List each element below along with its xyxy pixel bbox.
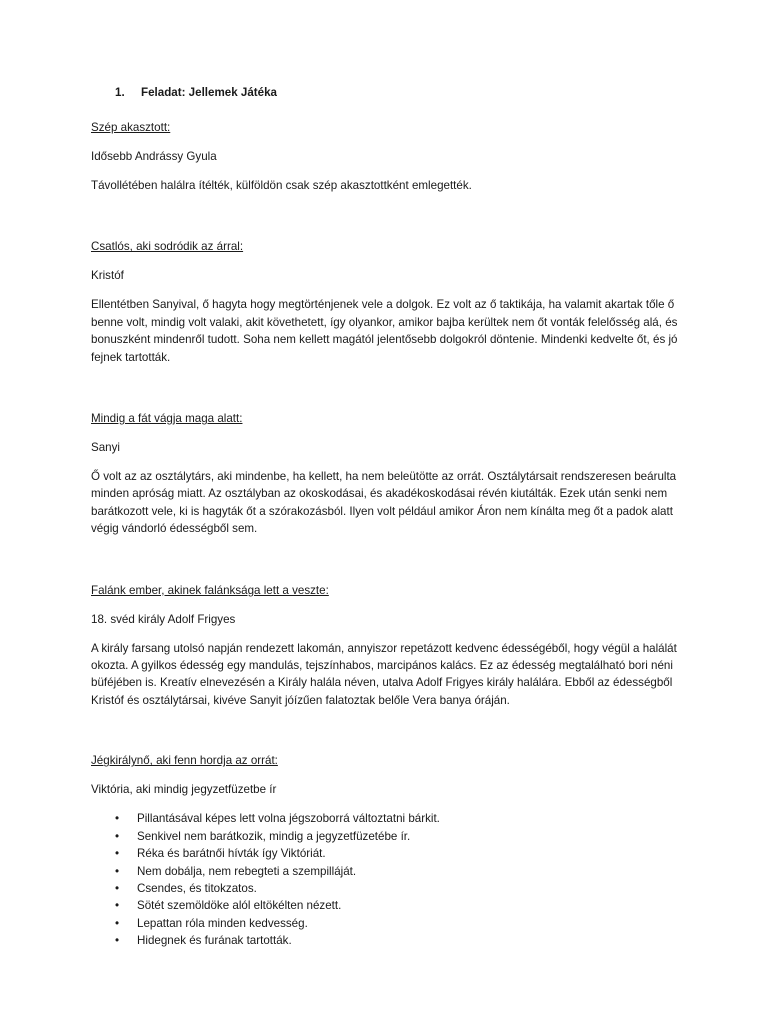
- spacer: [91, 721, 688, 752]
- bullet-list: [91, 810, 688, 949]
- character-name: Viktória, aki mindig jegyzetfüzetbe ír: [91, 783, 277, 797]
- list-item: [91, 915, 688, 932]
- list-item: [91, 880, 688, 897]
- list-item-text: Hidegnek és furának tartották.: [137, 934, 292, 948]
- list-item-text: Pillantásával képes lett volna jégszoborrá változtatni bárkit.: [137, 812, 440, 826]
- section-heading: Mindig a fát vágja maga alatt:: [91, 412, 243, 426]
- bullet-icon: •: [115, 916, 120, 930]
- section-falank-ember: [91, 582, 688, 710]
- character-name: 18. svéd király Adolf Frigyes: [91, 612, 236, 626]
- list-item-text: Réka és barátnői hívták így Viktóriát.: [137, 847, 326, 861]
- section-szep-akasztott: [91, 119, 688, 194]
- bullet-icon: •: [115, 864, 120, 878]
- task-title-text: Feladat: Jellemek Játéka: [141, 86, 277, 99]
- bullet-icon: •: [115, 881, 120, 895]
- section-paragraph: Ő volt az az osztálytárs, aki mindenbe, ha kellett, ha nem beleütötte az orrát. Osztálytársait rendszeresen beárulta minden apróság miatt. Az osztályban az okoskodásai, és akadékoskodásai révén kiutálták. Ezek után senki nem barátkozott vele, ki is hagyták őt a szórakozásból. Ilyen volt például amikor Áron nem kínálta meg őt a padok alatt végig vándorló édességből sem.: [91, 470, 677, 536]
- section-paragraph: Ellentétben Sanyival, ő hagyta hogy megtörténjenek vele a dolgok. Ez volt az ő taktikája, ha valamit akartak tőle ő benne volt, mindig volt valaki, akit követhetett, így olyankor, amikor bajba kerültek nem őt vonták felelősség alá, és bonuszként mindenről tudott. Soha nem kellett magától jelentősebb dolgokról döntenie. Mindenki kedvelte őt, és jó fejnek tartották.: [91, 298, 678, 364]
- bullet-icon: •: [115, 847, 120, 861]
- list-item: [91, 897, 688, 914]
- spacer: [91, 378, 688, 410]
- section-csatlos: [91, 238, 688, 366]
- task-title: [91, 84, 688, 102]
- list-item-text: Csendes, és titokzatos.: [137, 881, 257, 895]
- section-heading: Csatlós, aki sodródik az árral:: [91, 240, 244, 254]
- section-heading: Jégkirálynő, aki fenn hordja az orrát:: [91, 754, 278, 768]
- list-item-text: Sötét szemöldöke alól eltökélten nézett.: [137, 899, 342, 913]
- spacer: [91, 206, 688, 238]
- list-item: [91, 845, 688, 862]
- section-jegkiralyno: [91, 752, 688, 949]
- section-paragraph: Távollétében halálra ítélték, külföldön csak szép akasztottként emlegették.: [91, 179, 472, 192]
- list-item: [91, 863, 688, 880]
- bullet-icon: •: [115, 899, 120, 913]
- spacer: [91, 550, 688, 582]
- list-item-text: Lepattan róla minden kedvesség.: [137, 916, 308, 930]
- list-item: [91, 932, 688, 949]
- bullet-icon: •: [115, 829, 120, 843]
- list-item: [91, 828, 688, 845]
- list-item-text: Nem dobálja, nem rebegteti a szempilláját.: [137, 864, 357, 878]
- section-paragraph: A király farsang utolsó napján rendezett lakomán, annyiszor repetázott kedvenc édességéből, hogy végül a halálát okozta. A gyilkos édesség egy mandulás, tejszínhabos, marcipános kalács. Ez az édesség megtalálható bori néni büféjében is. Kreatív elnevezésén a Király halála néven, utalva Adolf Frigyes király halálára. Ebből az édességből Kristóf és osztálytársai, kivéve Sanyit jóízűen falatoztak belőle Vera banya óráján.: [91, 641, 677, 707]
- character-name: Idősebb Andrássy Gyula: [91, 150, 217, 163]
- list-item: [91, 810, 688, 827]
- list-item-text: Senkivel nem barátkozik, mindig a jegyzetfüzetébe ír.: [137, 829, 411, 843]
- task-number: 1.: [115, 86, 125, 99]
- bullet-icon: •: [115, 934, 120, 948]
- character-name: Sanyi: [91, 441, 121, 455]
- section-heading: Falánk ember, akinek falánksága lett a veszte:: [91, 583, 329, 597]
- section-mindig-a-fat: [91, 410, 688, 538]
- section-heading: Szép akasztott:: [91, 121, 171, 134]
- character-name: Kristóf: [91, 269, 124, 283]
- bullet-icon: •: [115, 812, 120, 826]
